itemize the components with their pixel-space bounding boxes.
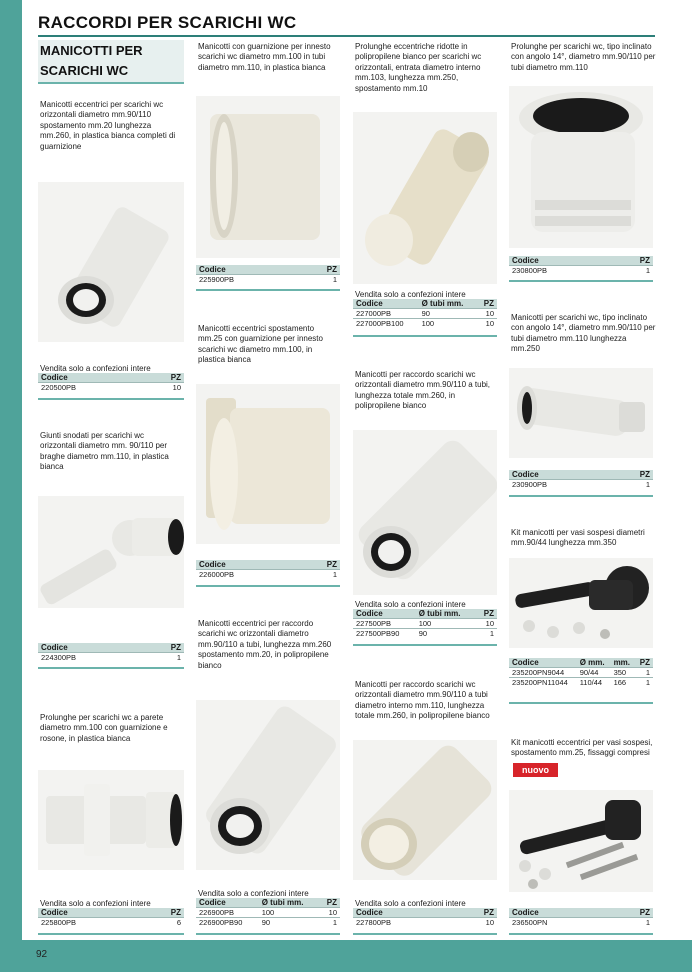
product-table [38, 373, 184, 392]
table-row [509, 668, 653, 678]
pz-cell: 6 [143, 918, 184, 928]
col-pz: PZ [476, 609, 497, 619]
col-pz: PZ [143, 373, 184, 383]
product-table [353, 609, 497, 638]
product-table [196, 898, 340, 927]
product-description: Prolunghe per scarichi wc a parete diametro mm.100 con guarnizione e rosone, in plastica bianca [40, 713, 168, 743]
product-image [353, 112, 497, 284]
table-row [196, 908, 340, 918]
pz-cell: 1 [476, 629, 497, 639]
table-underline [353, 933, 497, 935]
code-cell: 226000PB [196, 570, 299, 580]
product-description: Manicotti eccentrici per scarichi wc orizzontali diametro mm.90/110 spostamento mm.20 lunghezza mm.260, in plastica bianca completi di guarnizione [40, 100, 176, 151]
code-cell: 224300PB [38, 653, 143, 663]
pz-cell: 1 [143, 653, 184, 663]
col-pz: PZ [299, 265, 340, 275]
mm-cell: 166 [611, 678, 636, 688]
product-image [509, 790, 653, 892]
page-title: RACCORDI PER SCARICHI WC [38, 13, 297, 32]
table-row [509, 480, 653, 490]
section-heading [38, 40, 184, 84]
table-row [196, 275, 340, 285]
table-underline [509, 280, 653, 282]
pz-cell: 1 [612, 266, 653, 276]
pz-cell: 10 [476, 619, 497, 629]
table-row [38, 918, 184, 928]
col-codice: Codice [353, 299, 419, 309]
sale-note: Vendita solo a confezioni intere [355, 899, 466, 908]
sale-note: Vendita solo a confezioni intere [40, 899, 151, 908]
table-row [353, 619, 497, 629]
pz-cell: 10 [477, 319, 497, 329]
pz-cell: 1 [612, 480, 653, 490]
product-image [509, 86, 653, 248]
title-rule [38, 35, 655, 37]
code-cell: 230900PB [509, 480, 612, 490]
col-codice: Codice [38, 373, 143, 383]
code-cell: 225800PB [38, 918, 143, 928]
code-cell: 227000PB100 [353, 319, 419, 329]
col-pz: PZ [299, 560, 340, 570]
section-heading-line2: SCARICHI WC [40, 63, 129, 78]
product-table [509, 908, 653, 927]
product-image [353, 430, 497, 595]
code-cell: 225900PB [196, 275, 299, 285]
pz-cell: 1 [319, 918, 340, 928]
product-description: Kit manicotti eccentrici per vasi sospesi, spostamento mm.25, fissaggi compresi [511, 738, 653, 758]
tubi-cell: 100 [416, 619, 477, 629]
product-description: Prolunghe per scarichi wc, tipo inclinato con angolo 14°, diametro mm.90/110 per tubi diametro mm.110 [511, 42, 656, 72]
code-cell: 235200PN11044 [509, 678, 577, 688]
col-codice: Codice [38, 643, 143, 653]
table-underline [509, 495, 653, 497]
col-pz: PZ [635, 658, 653, 668]
product-description: Manicotti con guarnizione per innesto scarichi wc diametro mm.100 in tubi diametro mm.110, in plastica bianca [198, 42, 331, 72]
product-description: Manicotti eccentrici spostamento mm.25 con guarnizione per innesto scarichi wc diametro mm.100, in plastica bianca [198, 324, 323, 365]
col-pz: PZ [319, 898, 340, 908]
sale-note: Vendita solo a confezioni intere [355, 290, 466, 299]
diam-cell: 110/44 [577, 678, 611, 688]
table-row [509, 678, 653, 688]
code-cell: 236500PN [509, 918, 612, 928]
sale-note: Vendita solo a confezioni intere [40, 364, 151, 373]
table-underline [353, 644, 497, 646]
col-mm: mm. [611, 658, 636, 668]
col-pz: PZ [143, 643, 184, 653]
col-diam: Ø mm. [577, 658, 611, 668]
col-pz: PZ [612, 908, 653, 918]
table-row [509, 266, 653, 276]
table-underline [353, 335, 497, 337]
code-cell: 220500PB [38, 383, 143, 393]
table-row [353, 918, 497, 928]
table-row [353, 319, 497, 329]
footer-bar [0, 940, 692, 972]
left-accent-bar [0, 0, 22, 940]
table-underline [196, 289, 340, 291]
tubi-cell: 100 [259, 908, 320, 918]
product-description: Manicotti per scarichi wc, tipo inclinato con angolo 14°, diametro mm.90/110 per tubi diametro mm.110 lunghezza mm.250 [511, 313, 656, 354]
product-table [509, 470, 653, 489]
col-codice: Codice [196, 898, 259, 908]
sale-note: Vendita solo a confezioni intere [198, 889, 309, 898]
tubi-cell: 90 [416, 629, 477, 639]
table-row [38, 383, 184, 393]
pz-cell: 1 [635, 668, 653, 678]
product-image [509, 558, 653, 648]
table-row [38, 653, 184, 663]
product-table [38, 908, 184, 927]
table-underline [196, 933, 340, 935]
product-description: Manicotti per raccordo scarichi wc orizzontali diametro mm.90/110 a tubi diametro interno mm.110, lunghezza totale mm.260, in polipropilene bianco [355, 680, 490, 721]
col-pz: PZ [612, 256, 653, 266]
table-row [196, 570, 340, 580]
col-codice: Codice [196, 265, 299, 275]
col-codice: Codice [509, 908, 612, 918]
pz-cell: 1 [635, 678, 653, 688]
product-description: Giunti snodati per scarichi wc orizzontali diametro mm. 90/110 per braghe diametro mm.110, in plastica bianca [40, 431, 169, 472]
pz-cell: 10 [319, 908, 340, 918]
table-underline [509, 933, 653, 935]
table-underline [38, 398, 184, 400]
product-table [196, 560, 340, 579]
col-tubi: Ø tubi mm. [419, 299, 478, 309]
product-image [196, 384, 340, 544]
sale-note: Vendita solo a confezioni intere [355, 600, 466, 609]
code-cell: 230800PB [509, 266, 612, 276]
table-underline [38, 933, 184, 935]
table-row [353, 629, 497, 639]
product-table [38, 643, 184, 662]
col-pz: PZ [612, 470, 653, 480]
code-cell: 227500PB [353, 619, 416, 629]
product-table [196, 265, 340, 284]
product-table [353, 299, 497, 328]
mm-cell: 350 [611, 668, 636, 678]
code-cell: 227500PB90 [353, 629, 416, 639]
product-image [38, 770, 184, 870]
section-heading-line1: MANICOTTI PER [40, 43, 143, 58]
product-image [196, 96, 340, 258]
col-pz: PZ [456, 908, 497, 918]
col-codice: Codice [509, 658, 577, 668]
col-tubi: Ø tubi mm. [259, 898, 320, 908]
code-cell: 227000PB [353, 309, 419, 319]
diam-cell: 90/44 [577, 668, 611, 678]
tubi-cell: 100 [419, 319, 478, 329]
col-tubi: Ø tubi mm. [416, 609, 477, 619]
tubi-cell: 90 [419, 309, 478, 319]
col-codice: Codice [509, 256, 612, 266]
pz-cell: 10 [143, 383, 184, 393]
code-cell: 226900PB90 [196, 918, 259, 928]
table-row [353, 309, 497, 319]
col-pz: PZ [477, 299, 497, 309]
table-underline [38, 667, 184, 669]
code-cell: 227800PB [353, 918, 456, 928]
product-image [38, 496, 184, 608]
pz-cell: 10 [477, 309, 497, 319]
code-cell: 226900PB [196, 908, 259, 918]
col-codice: Codice [38, 908, 143, 918]
table-underline [509, 702, 653, 704]
code-cell: 235200PN9044 [509, 668, 577, 678]
table-underline [196, 585, 340, 587]
table-row [509, 918, 653, 928]
product-image [196, 700, 340, 870]
col-codice: Codice [509, 470, 612, 480]
pz-cell: 1 [299, 570, 340, 580]
table-row [196, 918, 340, 928]
tubi-cell: 90 [259, 918, 320, 928]
col-codice: Codice [196, 560, 299, 570]
pz-cell: 10 [456, 918, 497, 928]
page-number: 92 [36, 949, 48, 960]
product-description: Prolunghe eccentriche ridotte in polipropilene bianco per scarichi wc orizzontali, entrata diametro interno mm.103, lunghezza mm.250, spostamento mm.10 [355, 42, 482, 93]
col-codice: Codice [353, 609, 416, 619]
col-codice: Codice [353, 908, 456, 918]
product-table [509, 658, 653, 687]
product-description: Kit manicotti per vasi sospesi diametri mm.90/44 lunghezza mm.350 [511, 528, 645, 548]
product-description: Manicotti per raccordo scarichi wc orizzontali diametro mm.90/110 a tubi, lunghezza totale mm.260, in polipropilene bianco [355, 370, 491, 411]
pz-cell: 1 [299, 275, 340, 285]
pz-cell: 1 [612, 918, 653, 928]
product-table [353, 908, 497, 927]
product-image [38, 182, 184, 342]
product-image [353, 740, 497, 880]
col-pz: PZ [143, 908, 184, 918]
new-badge: nuovo [513, 763, 558, 777]
product-image [509, 368, 653, 458]
product-table [509, 256, 653, 275]
product-description: Manicotti eccentrici per raccordo scarichi wc orizzontali diametro mm.90/110 a tubi, lunghezza mm.260 spostamento mm.20, in polipropilene bianco [198, 619, 332, 670]
